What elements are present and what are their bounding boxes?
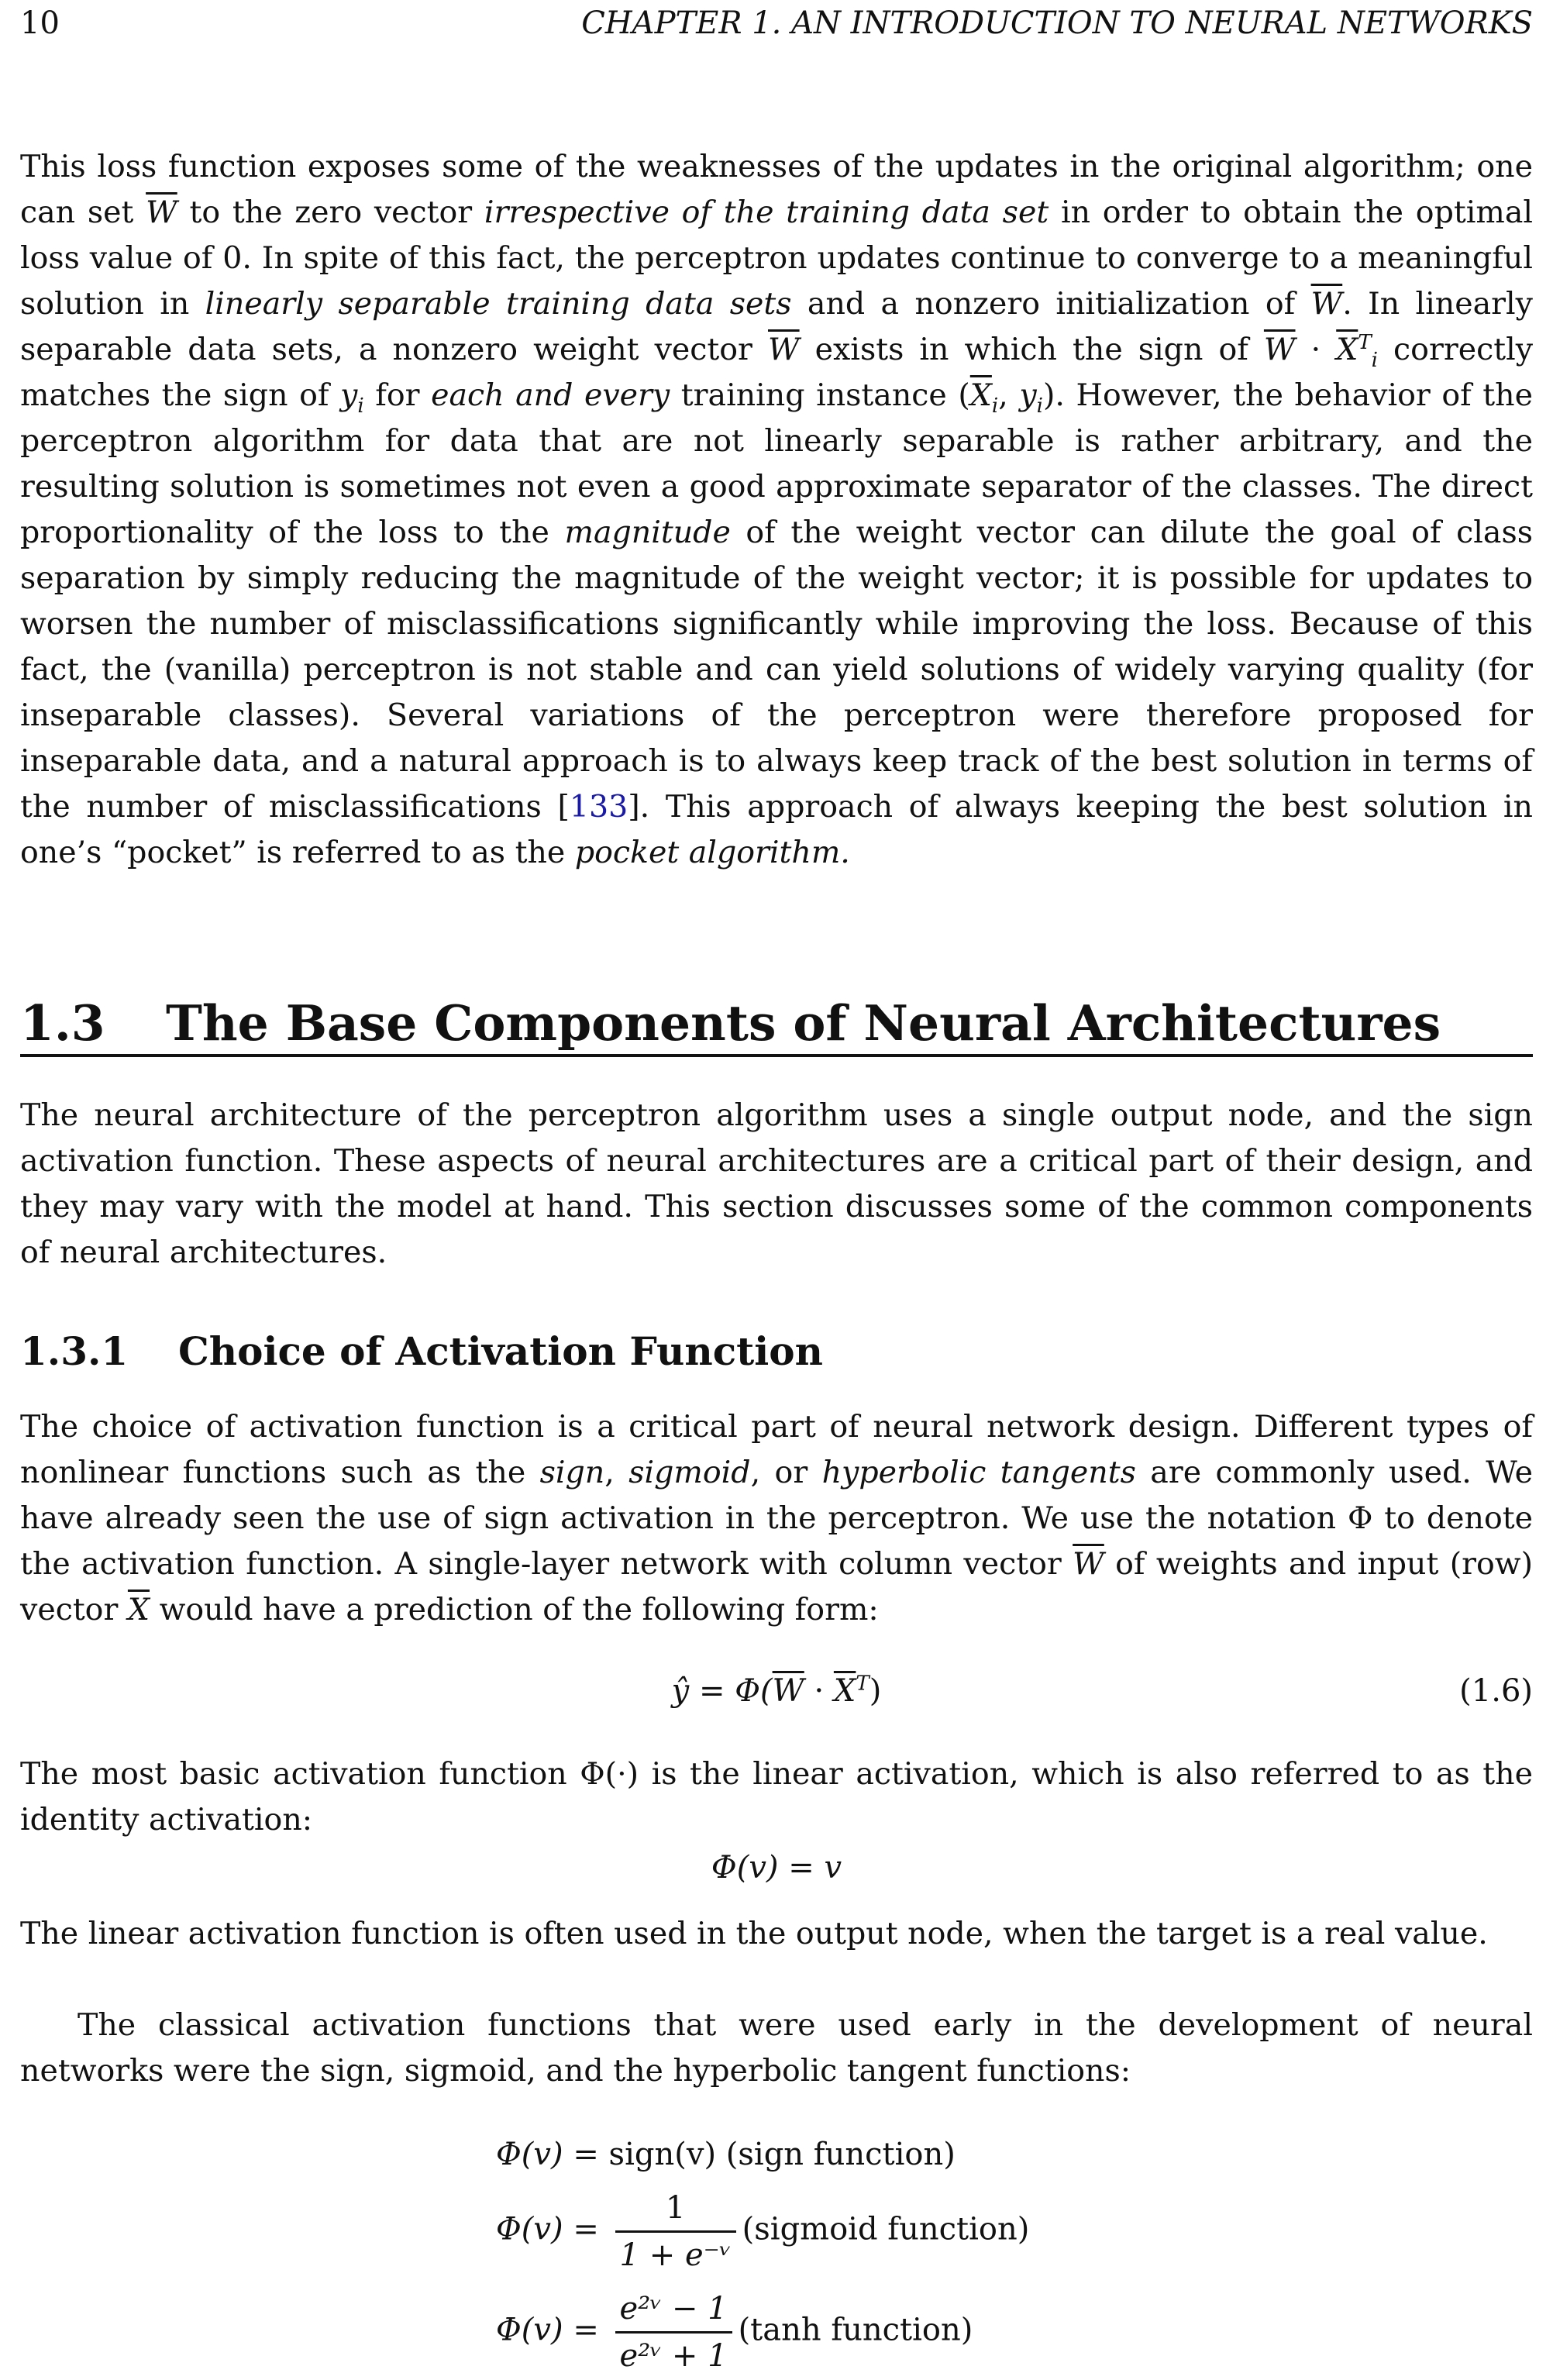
emphasis: pocket algorithm.: [574, 835, 850, 870]
text: , or: [750, 1455, 822, 1490]
emphasis: irrespective of the training data set: [484, 195, 1049, 230]
denominator: 1 + e⁻ᵛ: [619, 2237, 732, 2273]
text: ). However, the behavior of the perceptron algorithm for data that are not linearly separable is rather arbitrary, and the resulting solution is sometimes not even a good approximate separator of the classes. The direct proportionality of the loss to the: [20, 377, 1533, 550]
math-X: $\overline{X}$: [969, 377, 992, 413]
emphasis: sigmoid: [628, 1455, 751, 1490]
math-W: $\overline{W}$: [768, 332, 800, 367]
math-W: $\overline{W}$: [772, 1673, 804, 1709]
text: of weights and input (row) vector: [20, 1546, 1534, 1627]
fraction: [615, 2286, 732, 2378]
math: ŷ = Φ(: [671, 1673, 773, 1709]
math: Φ(v) =: [496, 2312, 609, 2348]
paragraph-architecture: [20, 1093, 1533, 1276]
section-number: 1.3: [20, 994, 105, 1052]
equation-sign: [496, 2131, 956, 2178]
text: ]. This approach of always keeping the best solution in one’s “pocket” is referred to as the: [20, 789, 1533, 870]
text: correctly matches the sign of: [20, 332, 1534, 413]
paragraph-classical-activations: [20, 2003, 1533, 2094]
equation-sigmoid: [496, 2185, 1029, 2278]
math-dot: ·: [804, 1673, 834, 1709]
text: training instance (: [670, 377, 970, 413]
math-index: i: [357, 394, 364, 418]
equation-number: (1.6): [1459, 1673, 1533, 1709]
subsection-number: 1.3.1: [20, 1328, 129, 1374]
text: The most basic activation function Φ(·) is the linear activation, which is also referred to as the identity activation:: [20, 1756, 1533, 1838]
math-W: $\overline{W}$: [1073, 1546, 1104, 1582]
text: The neural architecture of the perceptron algorithm uses a single output node, and the sign activation function. These aspects of neural architectures are a critical part of their design, and they may vary with the model at hand. This section discusses some of the common components of neural architectures.: [20, 1097, 1533, 1270]
equation-label: (sigmoid function): [742, 2211, 1030, 2247]
math-W: $\overline{W}$: [146, 195, 177, 230]
math-transpose: T: [1358, 330, 1372, 354]
math-X: $\overline{X}$: [1336, 332, 1358, 367]
emphasis: each and every: [431, 377, 670, 413]
math-W: $\overline{W}$: [1263, 332, 1296, 367]
math-y: y: [340, 377, 358, 413]
text: for: [363, 377, 432, 413]
fraction: [615, 2185, 736, 2278]
math: ): [869, 1673, 882, 1709]
equation-tanh: [496, 2286, 973, 2378]
emphasis: hyperbolic tangents: [821, 1455, 1136, 1490]
numerator: e²ᵛ − 1: [615, 2286, 732, 2334]
math: sign(v): [608, 2137, 717, 2172]
text: ,: [604, 1455, 629, 1490]
denominator: e²ᵛ + 1: [619, 2338, 728, 2374]
math-X: $\overline{X}$: [833, 1673, 856, 1709]
text: The linear activation function is often used in the output node, when the target is a real value.: [20, 1916, 1488, 1951]
paragraph-activation-choice: [20, 1404, 1533, 1633]
subsection-title: Choice of Activation Function: [178, 1328, 823, 1374]
running-header: [20, 3, 1533, 43]
paragraph-linear-activation: [20, 1751, 1533, 1843]
page-number: 10: [20, 5, 60, 41]
section-title: The Base Components of Neural Architectures: [166, 994, 1441, 1052]
text: The choice of activation function is a critical part of neural network design. Different types of nonlinear functions such as the: [20, 1409, 1533, 1490]
math: Φ(v) =: [496, 2137, 609, 2172]
math-index: i: [991, 394, 999, 418]
text: . In linearly separable data sets, a nonzero weight vector: [20, 286, 1533, 367]
equation-label: (sign function): [716, 2137, 956, 2172]
section-heading: [20, 992, 1533, 1057]
text: The classical activation functions that were used early in the development of neural networks were the sign, sigmoid, and the hyperbolic tangent functions:: [20, 2007, 1533, 2089]
emphasis: linearly separable training data sets: [205, 286, 792, 322]
text: This loss function exposes some of the weaknesses of the updates in the original algorithm; one can set: [20, 149, 1533, 230]
math-index: i: [1036, 394, 1043, 418]
text: of the weight vector can dilute the goal of class separation by simply reducing the magnitude of the weight vector; it is possible for updates to worsen the number of misclassifications significantly while improving the loss. Because of this fact, the (vanilla) perceptron is not stable and can yield solutions of widely varying quality (for inseparable classes). Several variations of the perceptron were therefore proposed for inseparable data, and a natural approach is to always keep track of the best solution in terms of the number of misclassifications [: [20, 515, 1533, 825]
text: and a nonzero initialization of: [791, 286, 1311, 322]
math-W: $\overline{W}$: [1310, 286, 1343, 322]
text: ,: [998, 377, 1020, 413]
equation-label: (tanh function): [738, 2312, 973, 2348]
equation-identity: [20, 1844, 1533, 1891]
math: Φ(v) =: [496, 2211, 609, 2247]
math-X: $\overline{X}$: [127, 1592, 150, 1627]
math-dot: ·: [1310, 332, 1321, 367]
math-index: i: [1371, 348, 1378, 372]
text: to the zero vector: [177, 195, 484, 230]
math-y: y: [1019, 377, 1037, 413]
paragraph-output-node: [20, 1911, 1533, 1957]
text: in order to obtain the optimal loss value of 0. In spite of this fact, the perceptron updates continue to converge to a meaningful solution in: [20, 195, 1534, 322]
text: exists in which the sign of: [799, 332, 1264, 367]
text: would have a prediction of the following form:: [150, 1592, 879, 1627]
paragraph-loss-function: [20, 144, 1533, 876]
text: are commonly used. We have already seen the use of sign activation in the perceptron. We use the notation Φ to denote the activation function. A single-layer network with column vector: [20, 1455, 1533, 1582]
emphasis: magnitude: [564, 515, 731, 550]
citation-link[interactable]: 133: [569, 789, 628, 825]
subsection-heading: [20, 1327, 823, 1376]
equation-1-6: [20, 1668, 1533, 1714]
numerator: 1: [615, 2185, 736, 2233]
emphasis: sign: [539, 1455, 605, 1490]
math: Φ(v) = v: [711, 1850, 842, 1886]
math-transpose: T: [856, 1672, 869, 1696]
chapter-title: CHAPTER 1. AN INTRODUCTION TO NEURAL NETWORKS: [581, 5, 1533, 41]
